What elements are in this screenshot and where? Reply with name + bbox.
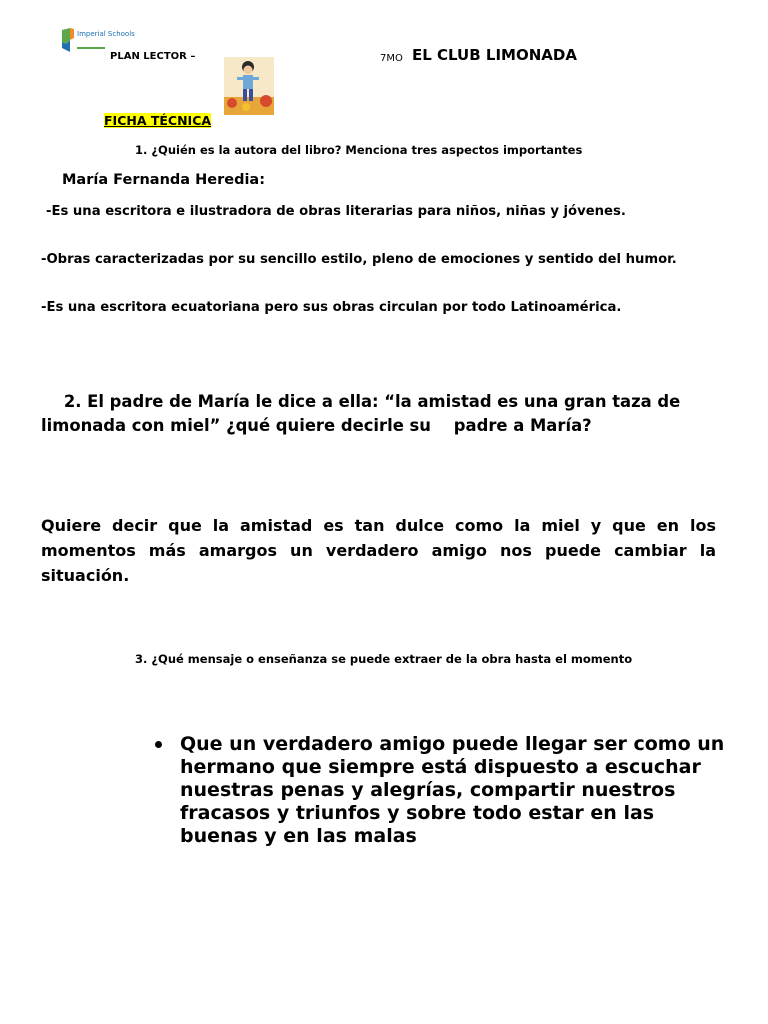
question-2-text: 2. El padre de María le dice a ella: “la amistad es una gran taza de limonada con miel” ¿qué quiere decirle su padre a María? <box>41 392 686 435</box>
answer-3-list <box>150 733 735 848</box>
answer-1-point-3: -Es una escritora ecuatoriana pero sus obras circulan por todo Latinoamérica. <box>41 300 622 315</box>
book-cover-image <box>224 57 274 115</box>
bullet-icon <box>155 741 162 748</box>
answer-3-text: Que un verdadero amigo puede llegar ser como un hermano que siempre está dispuesto a escuchar nuestras penas y alegrías, compartir nuestros fracasos y triunfos y sobre todo estar en las buenas y en las malas <box>180 733 725 847</box>
answer-1-point-1: -Es una escritora e ilustradora de obras literarias para niños, niñas y jóvenes. <box>46 204 626 219</box>
grade-label: 7MO <box>380 53 403 64</box>
school-logo <box>60 26 135 60</box>
question-2 <box>41 390 721 438</box>
plan-lector-label: PLAN LECTOR – <box>110 51 196 62</box>
answer-1-point-2: -Obras caracterizadas por su sencillo estilo, pleno de emociones y sentido del humor. <box>41 252 677 267</box>
question-3: 3. ¿Qué mensaje o enseñanza se puede extraer de la obra hasta el momento <box>135 652 633 666</box>
logo-wordmark: Imperial Schools <box>77 30 135 38</box>
author-name: María Fernanda Heredia: <box>62 172 265 188</box>
list-item <box>150 733 735 848</box>
book-title: EL CLUB LIMONADA <box>412 46 577 64</box>
answer-2: Quiere decir que la amistad es tan dulce como la miel y que en los momentos más amargos un verdadero amigo nos puede cambiar la situación. <box>41 516 716 585</box>
question-1: 1. ¿Quién es la autora del libro? Menciona tres aspectos importantes <box>135 143 583 157</box>
ficha-tecnica-heading: FICHA TÉCNICA <box>104 113 212 128</box>
